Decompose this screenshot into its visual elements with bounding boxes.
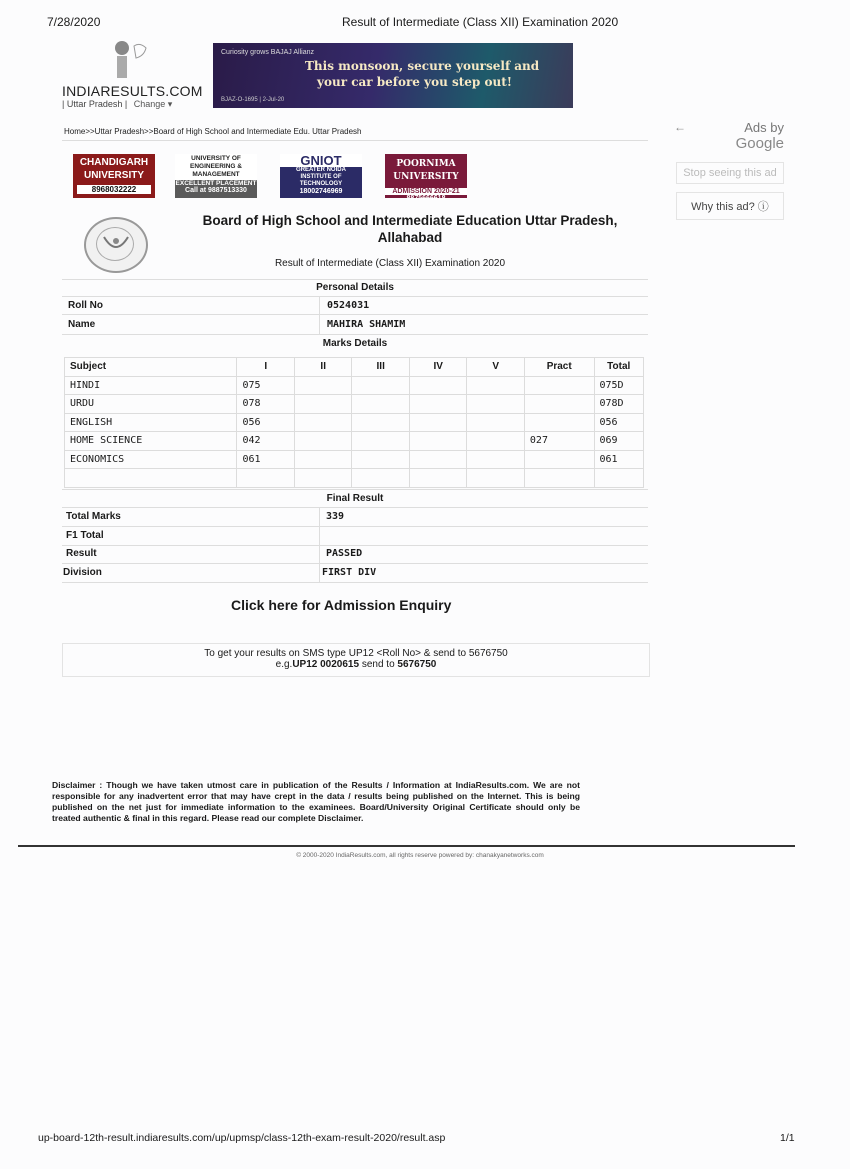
table-row bbox=[65, 395, 644, 414]
ad-brand: Curiosity grows BAJAJ Allianz bbox=[221, 49, 314, 56]
sms-line-2: e.g.UP12 0020615 send to 5676750 bbox=[275, 659, 437, 670]
mark-cell bbox=[524, 450, 594, 469]
admission-enquiry-link[interactable]: Click here for Admission Enquiry bbox=[231, 597, 452, 613]
f1-total-label: F1 Total bbox=[66, 530, 104, 541]
print-title: Result of Intermediate (Class XII) Examination 2020 bbox=[342, 15, 619, 29]
mark-cell bbox=[467, 413, 524, 432]
mark-cell bbox=[409, 395, 466, 414]
mark-cell: 069 bbox=[594, 432, 644, 451]
col-pract: Pract bbox=[524, 358, 594, 377]
mark-cell bbox=[467, 376, 524, 395]
mark-cell: 078D bbox=[594, 395, 644, 414]
mark-cell bbox=[524, 395, 594, 414]
emblem-icon bbox=[102, 233, 130, 255]
subject-cell: HINDI bbox=[65, 376, 237, 395]
table-row bbox=[65, 413, 644, 432]
table-row bbox=[65, 469, 644, 488]
mark-cell bbox=[352, 395, 409, 414]
name-label: Name bbox=[68, 319, 96, 330]
exam-title: Result of Intermediate (Class XII) Examination 2020 bbox=[274, 258, 506, 269]
mark-cell bbox=[352, 413, 409, 432]
sms-info-box bbox=[62, 643, 650, 677]
institute-ad-uem[interactable]: UNIVERSITY OF ENGINEERING & MANAGEMENT EXCELLENT PLACEMENT Call at 9887513330 bbox=[175, 154, 257, 198]
mark-cell bbox=[467, 450, 524, 469]
col-i: I bbox=[237, 358, 294, 377]
mark-cell: 056 bbox=[237, 413, 294, 432]
mark-cell: 078 bbox=[237, 395, 294, 414]
col-iii: III bbox=[352, 358, 409, 377]
mark-cell bbox=[524, 376, 594, 395]
col-iv: IV bbox=[409, 358, 466, 377]
print-page-number: 1/1 bbox=[780, 1132, 795, 1144]
google-label: Google bbox=[735, 135, 784, 152]
mark-cell bbox=[594, 469, 644, 488]
institute-ad-gniot[interactable]: GNIOT GREATER NOIDA INSTITUTE OF TECHNOLOGY 18002746969 bbox=[280, 154, 362, 198]
result-value: PASSED bbox=[326, 548, 363, 559]
col-v: V bbox=[467, 358, 524, 377]
mark-cell bbox=[294, 413, 351, 432]
mark-cell: 042 bbox=[237, 432, 294, 451]
subject-cell bbox=[65, 469, 237, 488]
google-ad-panel bbox=[676, 120, 784, 220]
mark-cell bbox=[409, 376, 466, 395]
ad-fine-print: BJAZ-O-1695 | 2-Jul-20 bbox=[221, 97, 285, 103]
copyright-text: © 2000-2020 IndiaResults.com, all rights reserve powered by: chanakyanetworks.com bbox=[296, 852, 544, 859]
mark-cell bbox=[294, 450, 351, 469]
breadcrumb[interactable]: Home>>Uttar Pradesh>>Board of High School and Intermediate Edu. Uttar Pradesh bbox=[64, 127, 362, 136]
subject-cell: URDU bbox=[65, 395, 237, 414]
personal-details-heading: Personal Details bbox=[316, 282, 394, 293]
ads-by-label: Ads by bbox=[744, 120, 784, 135]
mark-cell bbox=[524, 469, 594, 488]
up-board-seal bbox=[84, 217, 148, 273]
result-label: Result bbox=[66, 548, 97, 559]
sms-number: 5676750 bbox=[397, 659, 437, 670]
mark-cell bbox=[409, 413, 466, 432]
institute-ad-chandigarh[interactable]: CHANDIGARH UNIVERSITY 8968032222 bbox=[73, 154, 155, 198]
final-result-heading: Final Result bbox=[326, 493, 384, 504]
mark-cell bbox=[294, 432, 351, 451]
print-url: up-board-12th-result.indiaresults.com/up/upmsp/class-12th-exam-result-2020/result.asp bbox=[38, 1132, 446, 1144]
table-row bbox=[65, 450, 644, 469]
mark-cell bbox=[294, 395, 351, 414]
mark-cell: 075 bbox=[237, 376, 294, 395]
change-state-link[interactable]: Change ▾ bbox=[133, 99, 173, 109]
mark-cell: 061 bbox=[594, 450, 644, 469]
mark-cell bbox=[524, 413, 594, 432]
col-ii: II bbox=[294, 358, 351, 377]
banner-ad[interactable] bbox=[213, 43, 573, 108]
mark-cell bbox=[352, 450, 409, 469]
mark-cell bbox=[352, 469, 409, 488]
col-subject: Subject bbox=[65, 358, 237, 377]
stop-seeing-ad-button[interactable]: Stop seeing this ad bbox=[676, 162, 784, 184]
why-this-ad-button[interactable]: Why this ad? ⓘ bbox=[676, 192, 784, 220]
division-label: Division bbox=[63, 567, 102, 578]
table-row bbox=[65, 432, 644, 451]
col-total: Total bbox=[594, 358, 644, 377]
mark-cell: 027 bbox=[524, 432, 594, 451]
disclaimer-text: Disclaimer : Though we have taken utmost care in publication of the Results / Information at IndiaResults.com. We are not responsible for any inadvertent error that may have crept in the data / results being published on the Internet. This is being published on the net just for immediate information to the examinees. Board/University Original Certificate should only be treated authentic & final in this regard. Please read our complete Disclaimer. bbox=[52, 780, 580, 823]
ad-line-1: This monsoon, secure yourself and bbox=[305, 59, 540, 73]
mark-cell: 075D bbox=[594, 376, 644, 395]
back-arrow-icon[interactable]: ← bbox=[674, 120, 686, 134]
mark-cell bbox=[409, 450, 466, 469]
mark-cell bbox=[352, 376, 409, 395]
name-value: MAHIRA SHAMIM bbox=[327, 319, 406, 330]
sms-example-code: UP12 0020615 bbox=[292, 659, 360, 670]
mark-cell bbox=[467, 395, 524, 414]
roll-no-label: Roll No bbox=[68, 300, 103, 311]
subject-cell: ENGLISH bbox=[65, 413, 237, 432]
mark-cell bbox=[294, 376, 351, 395]
total-marks-label: Total Marks bbox=[66, 511, 121, 522]
mark-cell bbox=[409, 469, 466, 488]
division-value: FIRST DIV bbox=[322, 567, 377, 578]
mark-cell bbox=[294, 469, 351, 488]
marks-table bbox=[64, 357, 644, 488]
sms-line-1: To get your results on SMS type UP12 <Roll No> & send to 5676750 bbox=[204, 648, 508, 659]
board-title: Board of High School and Intermediate Education Uttar Pradesh, Allahabad bbox=[202, 213, 618, 245]
table-row bbox=[65, 376, 644, 395]
subject-cell: ECONOMICS bbox=[65, 450, 237, 469]
mark-cell bbox=[409, 432, 466, 451]
marks-header-row bbox=[65, 358, 644, 377]
mark-cell bbox=[237, 469, 294, 488]
total-marks-value: 339 bbox=[326, 511, 345, 522]
mark-cell bbox=[467, 432, 524, 451]
logo-person-icon bbox=[110, 40, 150, 78]
subject-cell: HOME SCIENCE bbox=[65, 432, 237, 451]
roll-no-value: 0524031 bbox=[327, 300, 370, 311]
site-logo[interactable] bbox=[62, 40, 203, 110]
footer-divider bbox=[18, 845, 795, 847]
ad-line-2: your car before you step out! bbox=[317, 75, 513, 89]
state-label: | Uttar Pradesh | bbox=[62, 99, 128, 109]
marks-details-heading: Marks Details bbox=[322, 338, 388, 349]
print-date: 7/28/2020 bbox=[47, 15, 101, 29]
mark-cell: 056 bbox=[594, 413, 644, 432]
logo-text: INDIARESULTS.COM bbox=[62, 83, 203, 99]
institute-ad-poornima[interactable]: POORNIMA UNIVERSITY ADMISSION 2020-21 8875666618 bbox=[385, 154, 467, 198]
mark-cell: 061 bbox=[237, 450, 294, 469]
mark-cell bbox=[467, 469, 524, 488]
mark-cell bbox=[352, 432, 409, 451]
